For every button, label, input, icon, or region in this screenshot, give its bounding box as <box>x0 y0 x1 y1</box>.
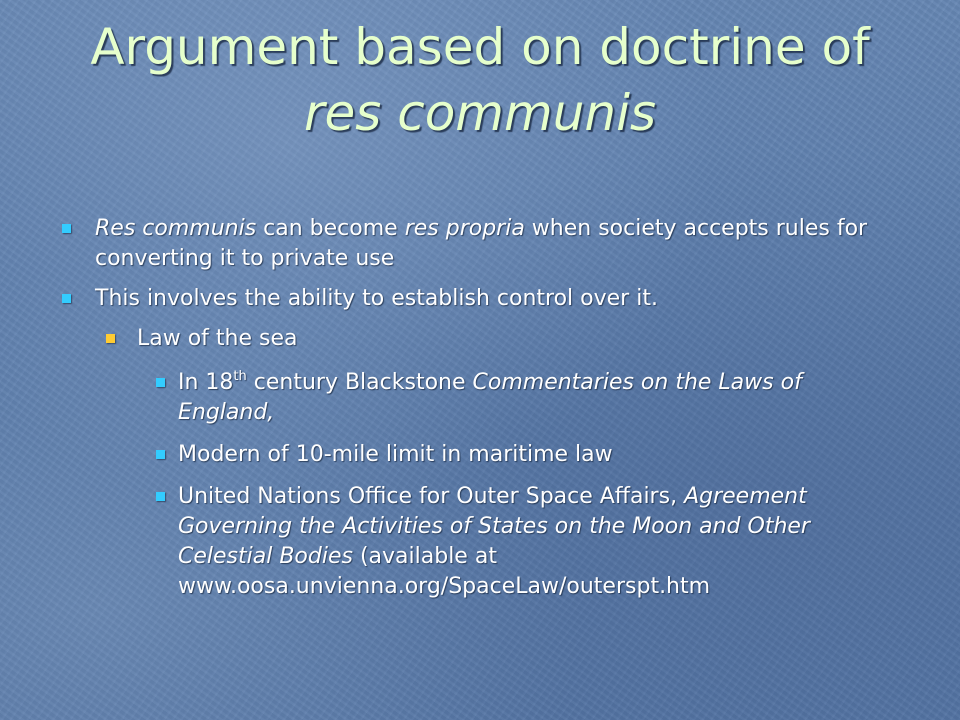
bullet-item-maritime-limit <box>60 440 900 470</box>
bullet-text: This involves the ability to establish control over it. <box>95 286 658 311</box>
square-bullet-icon <box>106 334 115 343</box>
bullet-item-control <box>60 284 900 314</box>
square-bullet-icon <box>156 450 165 459</box>
bullet-text <box>178 368 900 428</box>
text-run: when society accepts rules for converting it to private use <box>95 216 868 271</box>
text-run: Res communis <box>95 216 257 241</box>
title-line-1: Argument based on doctrine of <box>90 18 870 76</box>
text-run: United Nations Office for Outer Space Affairs, <box>178 484 685 509</box>
superscript: th <box>233 369 247 384</box>
square-bullet-icon <box>62 224 71 233</box>
slide-body <box>60 214 900 614</box>
square-bullet-icon <box>156 378 165 387</box>
text-run: Agreement Governing the Activities of States on the Moon and Other Celestial Bodies <box>178 484 810 569</box>
text-run: (available at www.oosa.unvienna.org/SpaceLaw/outerspt.htm <box>178 544 711 599</box>
bullet-text: Modern of 10-mile limit in maritime law <box>178 442 613 467</box>
bullet-item-law-of-sea <box>60 324 900 354</box>
square-bullet-icon <box>62 294 71 303</box>
bullet-item-un-agreement <box>60 482 900 602</box>
text-run: Commentaries on the Laws of England, <box>178 370 802 425</box>
bullet-text: Law of the sea <box>137 326 298 351</box>
square-bullet-icon <box>156 492 165 501</box>
text-run: century Blackstone <box>246 370 473 395</box>
slide-title <box>40 14 920 146</box>
bullet-item-blackstone <box>60 368 900 428</box>
text-run: res propria <box>404 216 525 241</box>
bullet-text <box>178 482 900 602</box>
bullet-item-res-communis <box>60 214 900 274</box>
text-run: can become <box>256 216 405 241</box>
text-run: In 18 <box>178 370 234 395</box>
bullet-text <box>95 214 900 274</box>
title-line-2: res communis <box>303 84 657 142</box>
